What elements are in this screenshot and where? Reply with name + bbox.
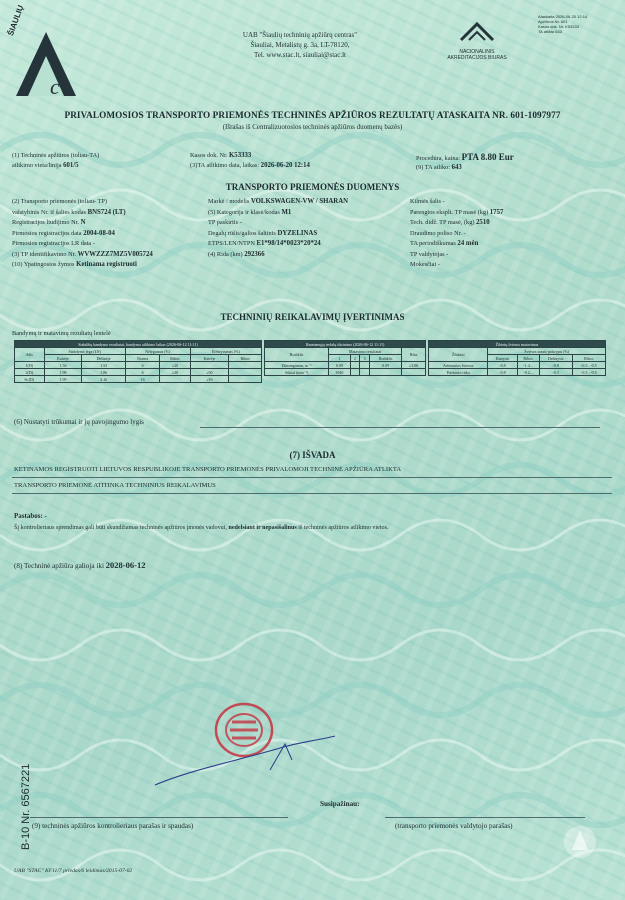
field-value: Ketinama registruoti xyxy=(76,261,137,268)
emission-sub: Rodiklis xyxy=(370,355,402,362)
cell: -0.8 xyxy=(539,362,572,369)
signature-line-right xyxy=(385,817,585,818)
field-label: Tech. didž. TP masė, (kg) xyxy=(410,219,475,226)
validity-field xyxy=(14,560,145,570)
cell: 1.98 xyxy=(44,369,82,376)
brake-sub-limits2: Ribos xyxy=(229,355,262,362)
line-value: 601/5 xyxy=(63,162,79,169)
field-value: M1 xyxy=(281,208,292,216)
vehicle-right-column xyxy=(410,198,610,272)
signature-line-left xyxy=(30,817,288,818)
brake-table-header: Stabdžių bandymo rezultatai, bandymo atlikimo laikas (2026-06-12 11:11) xyxy=(15,341,262,348)
corner-line: Apžiūros Nr. 601 xyxy=(538,19,568,24)
cell: 0.09 xyxy=(370,362,402,369)
validity-label: (8) Techninė apžiūra galioja iki xyxy=(14,562,104,570)
notes-text-bold: nedelsiant ir nepasišalinus xyxy=(228,525,297,531)
cell: ≤3.00 xyxy=(402,362,426,369)
cell: 6 xyxy=(125,362,160,369)
procedure-label: Procedūra, kaina: xyxy=(416,155,461,162)
cell: ≤30 xyxy=(160,369,190,376)
field-value: 292366 xyxy=(244,250,265,258)
cell: Priekinio rūko xyxy=(429,369,488,376)
emission-col-indicator: Rodiklis xyxy=(265,348,329,362)
table-row xyxy=(265,369,426,376)
brake-sub-limits: Ribos xyxy=(160,355,190,362)
vehicle-field xyxy=(410,219,610,230)
line-label: atlikimo vieta/linija xyxy=(12,162,62,169)
field-label: Registracijos liudijimo Nr. xyxy=(12,219,79,226)
vehicle-field xyxy=(12,251,202,262)
vehicle-left-column xyxy=(12,198,202,272)
cell: Sūkiai (min⁻¹) xyxy=(265,369,329,376)
line-field xyxy=(12,162,79,169)
field-label: Degalų rūšis/galios šaltinis xyxy=(208,229,276,237)
signature-left-caption: (9) techninės apžiūros kontrolieriaus parašas ir spaudas) xyxy=(32,822,194,830)
corner-watermark-icon xyxy=(560,820,600,864)
table-row xyxy=(429,369,606,376)
field-value: 24 mėn xyxy=(457,240,479,247)
vehicle-field xyxy=(208,198,408,209)
procedure-value: PTA 8.80 Eur xyxy=(461,152,514,162)
field-label: (4) Rida (km) xyxy=(208,250,243,258)
cell: 2(D) xyxy=(15,369,45,376)
brake-test-table xyxy=(14,340,262,383)
vehicle-middle-column xyxy=(208,198,408,261)
field-label: Pirmosios registracijos data xyxy=(12,229,82,237)
field-label: Kilmės šalis - xyxy=(410,198,445,205)
field-label: Parengtos eksplt. TP masė (kg) xyxy=(410,208,489,216)
table-row xyxy=(429,362,606,369)
cell: -0.5...-0.5 xyxy=(572,369,605,376)
vehicle-field xyxy=(208,209,408,220)
lights-table-header: Žibintų šviesos matavimas xyxy=(429,341,606,348)
defects-label: (6) Nustatyti trūkumai ir jų pavojingumo lygis xyxy=(14,418,144,426)
familiarized-label: Susipažinau: xyxy=(320,800,360,808)
field-label: (2) Transporto priemonės (toliau- TP) xyxy=(12,198,108,205)
serial-number: B-10 Nr. 6567221 xyxy=(20,763,32,850)
cell: -0.8 xyxy=(488,369,517,376)
cell: 1.53 xyxy=(82,362,126,369)
conclusion-line2: TRANSPORTO PRIEMONĖ ATITINKA TECHNINIUS REIKALAVIMUS xyxy=(14,482,216,489)
brake-col-force: Stabdymo jėga (kN) xyxy=(44,348,125,355)
vehicle-field xyxy=(208,219,408,230)
lights-sub: Ribos xyxy=(517,355,539,362)
cell: -0.8 xyxy=(488,362,517,369)
field-value: BNS724 (LT) xyxy=(87,208,126,216)
signature-mark-icon xyxy=(150,730,340,790)
accreditation-line2: AKREDITACIJOS BIURAS xyxy=(447,55,507,61)
field-label: Mokesčiai - xyxy=(410,261,440,268)
field-value: 2510 xyxy=(476,219,490,226)
atliko-value: 643 xyxy=(451,164,462,171)
signature-right-caption: (transporto priemonės valdytojo parašas) xyxy=(395,822,513,830)
brake-sub-norm: Norma xyxy=(125,355,160,362)
table-row xyxy=(15,376,262,383)
cell: -0.2... xyxy=(517,369,539,376)
lights-test-table xyxy=(428,340,606,376)
svg-text:c: c xyxy=(50,74,60,99)
lights-col-deviation: Šviesos srauto pokrypis (%) xyxy=(488,348,606,355)
cell xyxy=(360,369,370,376)
field-value: 2004-08-04 xyxy=(83,229,115,237)
corner-line: TA atlikta 643 xyxy=(538,29,562,34)
field-value: DYZELINAS xyxy=(277,229,318,237)
field-label: (5) Kategorija ir klasė/kodas xyxy=(208,208,280,216)
vehicle-field xyxy=(12,240,202,251)
cell xyxy=(229,362,262,369)
field-label: valstybinis Nr. if šalies kodas xyxy=(12,208,86,216)
cell: Dūmingumas, m⁻¹ xyxy=(265,362,329,369)
lights-sub: Kairysis xyxy=(488,355,517,362)
field-value: E1*98/14*0023*20*24 xyxy=(256,240,321,247)
cell: 0.09 xyxy=(329,362,350,369)
field-label: Draudimo poliso Nr. - xyxy=(410,229,466,237)
vehicle-field xyxy=(410,198,610,209)
field-label: (10) Ypatingosios žymos xyxy=(12,261,75,268)
cell: ≤30 xyxy=(160,362,190,369)
cell: 2.16 xyxy=(82,376,126,383)
emission-test-table xyxy=(264,340,426,376)
kasos-field xyxy=(190,152,251,159)
emission-sub: 1 xyxy=(329,355,350,362)
vehicle-field xyxy=(410,240,610,251)
vehicle-field xyxy=(410,261,610,272)
corner-line: Ataskaita 2026-06-20 12:14 xyxy=(538,14,588,19)
table-row xyxy=(15,369,262,376)
brake-sub-left2: Kairėje xyxy=(190,355,229,362)
form-code: UAB "STAC" KF11/7 priedas/6 leidimas/2015-07-02 xyxy=(14,868,133,874)
vehicle-field xyxy=(208,251,408,262)
brake-sub-left: Kairėje xyxy=(44,355,82,362)
cell: -1.4... xyxy=(517,362,539,369)
cell xyxy=(360,362,370,369)
field-label: TA periodiškumas xyxy=(410,240,456,247)
vehicle-field xyxy=(410,209,610,220)
org-address: Šiauliai, Metalistų g. 3a, LT-78120, xyxy=(250,41,350,49)
notes-text-start: Šį kontrolieriaus sprendimas gali būti skundžiamas techninės apžiūros įmonės vadovui, xyxy=(14,525,227,531)
notes-text xyxy=(14,525,388,531)
notes-label: Pastabos: - xyxy=(14,512,47,520)
org-web: Tel. www.stac.lt, siauliai@stac.lt xyxy=(253,51,346,59)
kasos-label: Kasos dok. Nr. xyxy=(190,152,228,159)
emission-sub: 2 xyxy=(350,355,360,362)
vehicle-field xyxy=(208,230,408,241)
cell xyxy=(402,369,426,376)
cell xyxy=(350,369,360,376)
brake-col-efficiency: Efektyvumas (%) xyxy=(190,348,261,355)
kasos-value: K53333 xyxy=(229,152,252,159)
vehicle-field xyxy=(12,230,202,241)
stac-logo-icon xyxy=(6,28,84,100)
table-row xyxy=(15,362,262,369)
field-label: TP paskirtis - xyxy=(208,219,242,226)
vehicle-field xyxy=(410,230,610,241)
brake-sub-right: Dešinėje xyxy=(82,355,126,362)
cell: Artimosios šviesos xyxy=(429,362,488,369)
cell xyxy=(160,376,190,383)
emission-sub: 3 xyxy=(360,355,370,362)
cell: 16 xyxy=(125,376,160,383)
emission-col-limit: Riba xyxy=(402,348,426,362)
field-label: Pirmosios registracijos LR data - xyxy=(12,240,95,247)
cell xyxy=(370,369,402,376)
field-value: VOLKSWAGEN-VW / SHARAN xyxy=(250,198,349,205)
vehicle-section-title: TRANSPORTO PRIEMONĖS DUOMENYS xyxy=(225,182,400,192)
table-row xyxy=(265,362,426,369)
report-title: PRIVALOMOSIOS TRANSPORTO PRIEMONĖS TECHNINĖS APŽIŪROS REZULTATŲ ATASKAITA NR. 601-1097977 xyxy=(64,110,561,120)
lights-sub: Dešinysis xyxy=(539,355,572,362)
cell xyxy=(190,362,229,369)
cell: St.(D) xyxy=(15,376,45,383)
conclusion-line1: KETINAMOS REGISTRUOTI LIETUVOS RESPUBLIKOJE TRANSPORTO PRIEMONĖS PRIVALOMOJI TECHNINĖ APŽIŪRA ATLIKTA xyxy=(14,466,402,473)
validity-value: 2028-06-12 xyxy=(105,560,146,570)
cell: 6 xyxy=(125,369,160,376)
lights-sub: Ribos xyxy=(572,355,605,362)
ta-label: (1) Techninės apžiūros (toliau-TA) xyxy=(12,152,100,159)
vehicle-field xyxy=(12,209,202,220)
field-label: Markė / modelis xyxy=(208,198,250,205)
corner-info xyxy=(538,14,624,34)
field-value: 1757 xyxy=(489,208,504,216)
cell: ≥50 xyxy=(190,369,229,376)
lights-col-lamps: Žibintai xyxy=(429,348,488,362)
conclusion-sep xyxy=(12,493,612,494)
brake-col-unevenness: Nelygumas (%) xyxy=(125,348,190,355)
field-value: N xyxy=(80,219,86,226)
report-subtitle: (Išrašas iš Centralizuotosios techninės apžiūros duomenų bazės) xyxy=(222,123,403,131)
table-caption: Bandymų ir matavimų rezultatų lentelė xyxy=(12,330,111,337)
field-label: (3) TP identifikavimo Nr. xyxy=(12,250,77,258)
procedure-field xyxy=(416,152,514,162)
cell xyxy=(229,376,262,383)
cell xyxy=(229,369,262,376)
cell: -0.3 xyxy=(539,369,572,376)
cell: 1(D) xyxy=(15,362,45,369)
accreditation-logo-icon xyxy=(457,20,497,44)
conclusion-section-title: (7) IŠVADA xyxy=(289,450,336,460)
vehicle-field xyxy=(12,261,202,272)
date-label: (3)TA atlikimo data, laikas: xyxy=(190,162,260,169)
field-label: TP valdytojas - xyxy=(410,250,449,258)
atliko-field xyxy=(416,164,462,171)
cell: 1.56 xyxy=(44,362,82,369)
field-label: ETPS/LEN/NTPN xyxy=(208,240,255,247)
accreditation-block xyxy=(432,20,522,61)
cell: -0.5...-0.5 xyxy=(572,362,605,369)
vehicle-field xyxy=(410,251,610,262)
org-name: UAB "Šiaulių techninių apžiūrų centras" xyxy=(242,31,358,39)
date-value: 2026-06-20 12:14 xyxy=(260,162,310,169)
defects-line xyxy=(200,427,600,428)
emission-table-header: Išmetamųjų teršalų tikrinimo (2026-06-12 11:11) xyxy=(265,341,426,348)
organization-info xyxy=(180,30,420,60)
cell xyxy=(350,362,360,369)
cell: ≥16 xyxy=(190,376,229,383)
emission-col-results: Matavimo rezultatai xyxy=(329,348,402,355)
accreditation-line1: NACIONALINIS xyxy=(459,49,495,55)
atliko-label: (9) TA atliko: xyxy=(416,164,451,171)
vehicle-field xyxy=(208,240,408,251)
cell: 3940 xyxy=(329,369,350,376)
field-value: WVWZZZ7MZ5V005724 xyxy=(77,250,153,258)
notes-text-end: iš techninės apžiūros atlikimo vietos. xyxy=(298,525,389,531)
cell: 1.86 xyxy=(82,369,126,376)
brake-col-axle: Ašis xyxy=(15,348,45,362)
conclusion-sep xyxy=(12,477,612,478)
date-field xyxy=(190,162,310,169)
vehicle-field xyxy=(12,219,202,230)
requirements-section-title: TECHNINIŲ REIKALAVIMŲ ĮVERTINIMAS xyxy=(220,312,405,322)
corner-line: Kasos dok. Nr. K53333 xyxy=(538,24,579,29)
cell: 1.99 xyxy=(44,376,82,383)
logo-side-text: ŠIAULIŲ xyxy=(6,3,26,38)
vehicle-field xyxy=(12,198,202,209)
